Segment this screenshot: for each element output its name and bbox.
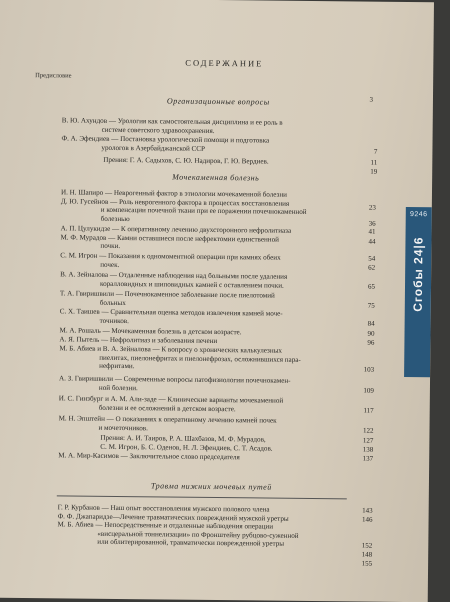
- page-number: 127: [362, 436, 374, 445]
- toc-entry: В. Ю. Ахундов — Урология как самостоятельная дисциплина и ее роль в системе советского здравоохранения.: [61, 116, 283, 135]
- divider: [57, 495, 347, 499]
- toc-entry: Т. А. Гвиришвили — Почечнокаменное заболевание после пиелотомий больных: [59, 289, 275, 307]
- toc-entry: М. А. Рошаль — Мочекаменная болезнь в детском возрасте.: [59, 326, 242, 337]
- page-number: 19: [370, 167, 378, 176]
- page-number: 75: [367, 301, 375, 310]
- section-heading-3: Травма нижних мочевых путей: [150, 481, 272, 492]
- sticker-code: 9246: [409, 211, 428, 219]
- toc-entry: А. П. Цулукидзе — К оперативному лечению двухсторонного нефролитиаза М. Ф. Мурадов — Камни оставшиеся после нефректомии единственной почки.: [60, 224, 292, 251]
- section-heading-2: Мочекаменная болезнь: [172, 172, 260, 183]
- page-number: 138: [362, 445, 374, 454]
- toc-entry: В. А. Зейналова — Отдаленные наблюдения над больными после удаления коралловидных и шиповидных камней с оставлением почки.: [60, 270, 288, 290]
- page-number: 152: [361, 541, 373, 550]
- toc-entry: М. Н. Эпштейн — О показаниях к оперативному лечению камней почек и мочеточников.: [58, 414, 277, 432]
- toc-entry: А. Я. Пытель — Нефролитиаз и заболевания печени: [59, 335, 218, 346]
- preface-entry: Предисловие: [35, 72, 72, 80]
- page-number: 103: [363, 365, 375, 374]
- page-number: 62: [368, 263, 376, 272]
- page-number: 65: [367, 282, 376, 291]
- toc-entry: А. З. Гвиришвили — Современные вопросы патофизиологии почечнокамен- ной болезни.: [58, 374, 291, 392]
- page-number: 3: [369, 95, 374, 104]
- page-number: 54: [368, 254, 376, 263]
- page-number: 155: [361, 559, 373, 568]
- toc-entry: С. М. Игрон — Показания к одномоментной операции при камнях обеих почек.: [60, 251, 281, 269]
- sticker-label: Сгобы 24|6: [410, 236, 426, 312]
- page-number: 44: [368, 237, 376, 246]
- page-number: 90: [367, 329, 375, 338]
- page-number: 143: [362, 506, 373, 515]
- toc-entry: Прения: Г. А. Садыхов, С. Ю. Надиров, Г. Ю. Вердиев.: [103, 155, 269, 166]
- toc-entry: Г. Р. Курбанов — Наш опыт восстановления мужского полового члена Ф. Ф. Джапаридзе—Лечение травматических повреждений мужской уретры М. Б. Абиев — Непосредственные и отдаленные наблюдения операции «висцеральной тоннелизации» по Фронштейну рубцово-суженной или облитерированной, травматически поврежденной уретры: [57, 503, 299, 549]
- page-number: 122: [362, 426, 374, 435]
- toc-entry: Ф. А. Эфендиев — Постановка урологической помощи и подготовка урологов в Азербайджанской ССР: [61, 134, 270, 153]
- toc-entry: М. Б. Абиев и В. А. Зейналова — К вопросу о хронических калькулезных пиелитах, пиелонефритах и пиелонефрозах, осложнившихся пара- нефритами.: [59, 344, 301, 371]
- section-heading-1: Организационные вопросы: [166, 96, 270, 107]
- page-number: 96: [367, 338, 375, 347]
- page-number: 23: [368, 203, 376, 212]
- library-sticker: [404, 207, 432, 377]
- page-number: 41: [368, 227, 376, 236]
- page-number: 146: [362, 515, 373, 524]
- toc-entry: С. Х. Таишев — Сравнительная оценка методов извлечения камней моче- точников.: [59, 307, 283, 325]
- page-number: 117: [363, 406, 374, 415]
- toc-entry: И. С. Гинзбург и А. М. Али-заде — Клинические варианты мочекаменной болезни и ее осложнений в детском возрасте.: [58, 394, 284, 413]
- page-number: 109: [363, 386, 374, 395]
- page-number: 148: [361, 550, 373, 559]
- toc-entry: И. Н. Шапиро — Неврогенный фактор в этиологии мочекаменной болезни Д. Ю. Гусейнов — Роль неврогенного фактора в процессах восстановления и компенсации почечной ткани при ее поражении почечнокаменной болезнью: [60, 188, 307, 223]
- page-number: 84: [367, 319, 375, 328]
- page-number: 137: [362, 454, 374, 463]
- page-number: 36: [368, 219, 376, 228]
- toc-entry: М. А. Мир-Касимов — Заключительное слово председателя: [58, 451, 240, 462]
- toc-entry: Прения: А. И. Таиров, Р. А. Шахбазов, М. Ф. Мурадов, С. М. Игрон, Б. С. Оденов, Н. Л. Эфендиев, С. Т. Асадов.: [100, 433, 273, 453]
- page-title: СОДЕРЖАНИЕ: [185, 57, 264, 69]
- page-number: 7: [373, 147, 378, 156]
- page-number: 11: [370, 158, 378, 167]
